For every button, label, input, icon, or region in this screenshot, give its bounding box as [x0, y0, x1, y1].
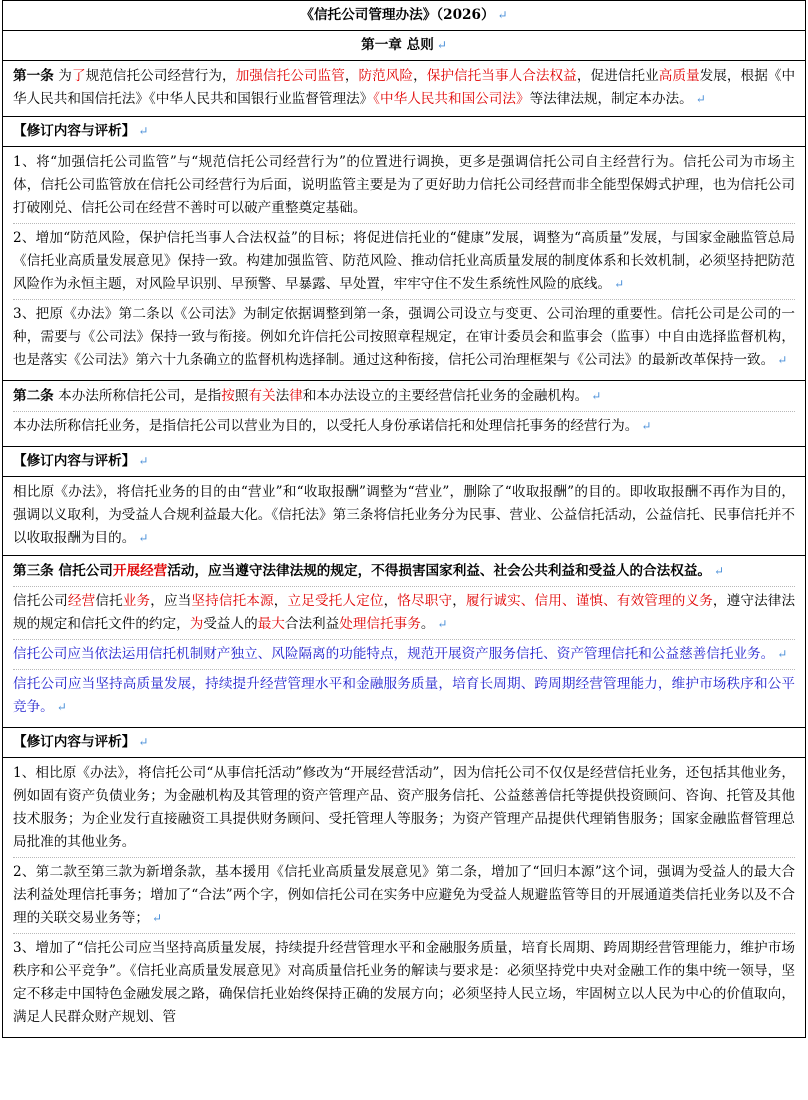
review-heading: 【修订内容与评析】	[13, 123, 136, 139]
document-title-cell	[3, 1, 806, 31]
highlighted-text: 开展经营	[112, 563, 168, 579]
highlighted-text: 有关	[248, 388, 276, 404]
highlighted-text: 《中华人民共和国公司法》	[373, 91, 530, 107]
highlighted-text: 最大	[257, 616, 285, 632]
text-run: 信托公司	[13, 593, 68, 609]
text-run: 为	[53, 68, 72, 84]
text-run: 。	[420, 616, 435, 632]
article-2-cell	[3, 381, 806, 447]
review-paragraph: 3、把原《办法》第二条以《公司法》为制定依据调整到第一条，强调公司设立与变更、公司治理的重要性。信托公司是公司的一种，需要与《公司法》保持一致与衔接。例如允许信托公司按照章程规定，在审计委员会和监事会（监事）中自由选择监督机构，也是落实《公司法》第六十九条确立的监督机构选择制。通过这种衔接，信托公司治理框架与《公司法》的最新改革保持一致。 ↵	[13, 299, 795, 375]
text-run: 信托	[95, 593, 123, 609]
paragraph-mark-icon: ↵	[714, 564, 725, 578]
text-run: 本办法所称信托公司，是指	[53, 388, 222, 404]
title-row	[3, 1, 806, 31]
highlighted-text: 立足受托人定位	[287, 593, 384, 609]
review-paragraph: 1、相比原《办法》，将信托公司“从事信托活动”修改为“开展经营活动”，因为信托公司不仅仅是经营信托业务，还包括其他业务，例如固有资产负债业务；为金融机构及其管理的资产管理产品、资产服务信托、公益慈善信托等提供投资顾问、咨询、托管及其他技术服务；为企业发行直接融资工具提供财务顾问、受托管理人等服务；为资产管理产品提供代理销售服务；国家金融监督管理总局批准的其他业务。	[13, 765, 795, 850]
text-run: ，遵守法律法规的规定和信托文件的约定，	[13, 593, 796, 632]
article-3-paragraph-1	[13, 586, 795, 639]
review-heading-cell	[3, 117, 806, 147]
highlighted-text: 经营	[67, 593, 96, 609]
text-run: ，	[344, 68, 359, 84]
text-run: 发展，根据《中华人民共和国信托法》《中华人民共和国银行业监督管理法》	[13, 68, 796, 107]
paragraph-mark-icon: ↵	[437, 617, 448, 631]
text-run: ，	[383, 593, 398, 609]
paragraph-mark-icon: ↵	[591, 389, 602, 403]
highlighted-text: 坚持信托本源	[191, 593, 274, 609]
text-run: ，应当	[150, 593, 192, 609]
paragraph-mark-icon: ↵	[436, 38, 447, 52]
text-run: 合法利益	[284, 616, 340, 632]
article-1-row	[3, 61, 806, 117]
chapter-row	[3, 31, 806, 61]
paragraph-mark-icon: ↵	[614, 277, 625, 291]
highlighted-text: 高质量	[658, 68, 700, 84]
paragraph-mark-icon: ↵	[497, 8, 508, 22]
highlighted-text: 了	[71, 68, 86, 84]
text-run: 照	[234, 388, 249, 404]
chapter-heading-cell	[3, 31, 806, 61]
text-run: 活动，应当遵守法律法规的规定，不得损害国家利益、社会公共利益和受益人的合法权益。	[167, 563, 712, 579]
text-run: ，	[413, 68, 427, 84]
highlighted-text: 履行诚实、信用、谨慎、有效管理的义务	[465, 593, 713, 609]
document-title: 《信托公司管理办法》（2026）	[300, 7, 495, 23]
review-1-row	[3, 147, 806, 381]
paragraph-mark-icon: ↵	[138, 454, 149, 468]
paragraph-mark-icon: ↵	[777, 353, 788, 367]
paragraph-mark-icon: ↵	[138, 735, 149, 749]
text-run: 等法律法规，制定本办法。	[529, 91, 693, 107]
paragraph-mark-icon: ↵	[151, 911, 162, 925]
text-run: ，	[452, 593, 466, 609]
paragraph-mark-icon: ↵	[56, 700, 67, 714]
text-run: 受益人的	[203, 616, 258, 632]
review-1-heading-row	[3, 117, 806, 147]
review-3-heading-row	[3, 728, 806, 758]
review-3-row	[3, 758, 806, 1038]
highlighted-text: 律	[289, 388, 303, 404]
article-1-text	[13, 68, 795, 107]
article-2-label: 第二条	[13, 388, 54, 404]
article-1-label: 第一条	[13, 68, 54, 84]
review-1-cell	[3, 147, 806, 381]
chapter-heading: 第一章 总则	[361, 37, 434, 53]
paragraph-mark-icon: ↵	[695, 92, 706, 106]
article-3-row	[3, 556, 806, 728]
paragraph-mark-icon: ↵	[138, 124, 149, 138]
review-3-cell	[3, 758, 806, 1038]
review-heading: 【修订内容与评析】	[13, 734, 136, 750]
highlighted-text: 按	[221, 388, 235, 404]
article-2-row	[3, 381, 806, 447]
text-run: ，促进信托业	[576, 68, 659, 84]
text-run: 和本办法设立的主要经营信托业务的金融机构。	[302, 388, 589, 404]
review-paragraph: 1、将“加强信托公司监管”与“规范信托公司经营行为”的位置进行调换，更多是强调信托公司自主经营行为。信托公司为市场主体，信托公司监管放在信托公司经营行为后面，说明监管主要是为了更好助力信托公司经营而非全能型保姆式护理，也为信托公司打破刚兑、信托公司在经营不善时可以破产重整奠定基础。	[13, 154, 795, 216]
article-2-paragraph: 本办法所称信托业务，是指信托公司以营业为目的，以受托人身份承诺信托和处理信托事务的经营行为。 ↵	[13, 411, 795, 441]
highlighted-text: 处理信托事务	[339, 616, 421, 632]
article-3-heading	[13, 560, 795, 586]
text-run: ，	[273, 593, 288, 609]
review-2-heading-row	[3, 447, 806, 477]
paragraph-mark-icon: ↵	[777, 647, 788, 661]
article-2-text	[54, 388, 588, 404]
paragraph-mark-icon: ↵	[138, 531, 149, 545]
article-1-cell	[3, 61, 806, 117]
review-heading: 【修订内容与评析】	[13, 453, 136, 469]
review-heading-cell	[3, 447, 806, 477]
article-3-cell	[3, 556, 806, 728]
highlighted-text: 防范风险	[358, 68, 414, 84]
text-run: 法	[275, 388, 290, 404]
text-run: 第三条 信托公司	[13, 563, 113, 579]
article-2-paragraph	[13, 385, 795, 411]
highlighted-text: 保护信托当事人合法权益	[426, 68, 577, 84]
review-paragraph: 2、第二款至第三款为新增条款，基本援用《信托业高质量发展意见》第二条，增加了“回归本源”这个词，强调为受益人的最大合法利益处理信托事务；增加了“合法”两个字，例如信托公司在实务中应避免为受益人规避监管等目的开展通道类信托业务以及不合理的关联交易业务等； ↵	[13, 857, 795, 933]
highlighted-text: 业务	[122, 593, 151, 609]
text-run: 规范信托公司经营行为，	[85, 68, 236, 84]
article-3-paragraph-3: 信托公司应当坚持高质量发展，持续提升经营管理水平和金融服务质量，培育长周期、跨周期经营管理能力，维护市场秩序和公平竞争。 ↵	[13, 669, 795, 722]
paragraph-mark-icon: ↵	[641, 419, 652, 433]
review-heading-cell	[3, 728, 806, 758]
review-paragraph: 2、增加“防范风险，保护信托当事人合法权益”的目标；将促进信托业的“健康”发展，调整为“高质量”发展，与国家金融监管总局《信托业高质量发展意见》保持一致。构建加强监管、防范风险、推动信托业高质量发展的制度体系和长效机制，必须坚持把防范风险作为永恒主题，对风险早识别、早预警、早暴露、早处置，牢牢守住不发生系统性风险的底线。 ↵	[13, 223, 795, 299]
highlighted-text: 加强信托公司监管	[235, 68, 345, 84]
document-table	[2, 0, 806, 1038]
article-3-paragraph-2: 信托公司应当依法运用信托机制财产独立、风险隔离的功能特点，规范开展资产服务信托、资产管理信托和公益慈善信托业务。 ↵	[13, 639, 795, 669]
review-paragraph: 相比原《办法》，将信托业务的目的由“营业”和“收取报酬”调整为“营业”，删除了“收取报酬”的目的。即收取报酬不再作为目的，强调以义取利，为受益人合规利益最大化。《信托法》第三条将信托业务分为民事、营业、公益信托活动，公益信托、民事信托并不以收取报酬为目的。	[13, 484, 795, 546]
review-paragraph: 3、增加了“信托公司应当坚持高质量发展，持续提升经营管理水平和金融服务质量，培育长周期、跨周期经营管理能力，维护市场秩序和公平竞争”。《信托业高质量发展意见》对高质量信托业务的解读与要求是：必须坚持党中央对金融工作的集中统一领导，坚定不移走中国特色金融发展之路，确保信托业始终保持正确的发展方向；必须坚持人民立场，牢固树立以人民为中心的价值取向，满足人民群众财产规划、管	[13, 933, 795, 1032]
highlighted-text: 恪尽职守	[397, 593, 453, 609]
review-2-row	[3, 477, 806, 556]
highlighted-text: 为	[189, 616, 204, 632]
review-2-cell	[3, 477, 806, 556]
